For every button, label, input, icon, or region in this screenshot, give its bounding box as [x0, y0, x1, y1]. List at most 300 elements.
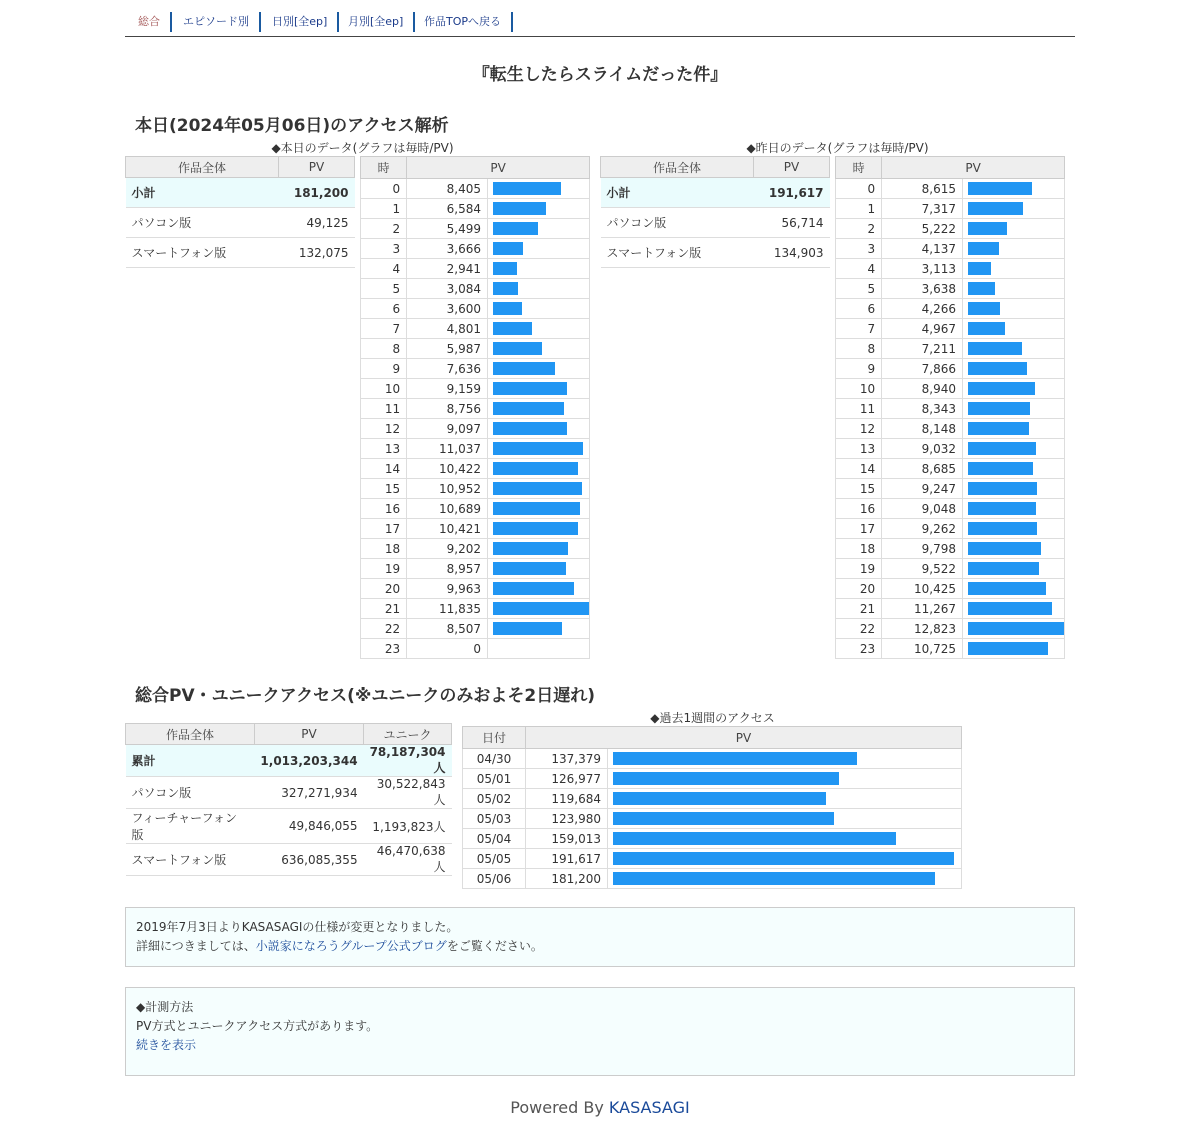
total-heading: 総合PV・ユニークアクセス(※ユニークのみおよそ2日遅れ) [135, 686, 595, 706]
bar-cell [963, 319, 1065, 339]
bar-row [361, 519, 590, 539]
notice-line-2 [136, 937, 1064, 956]
col-header-unique: ユニーク [364, 724, 452, 745]
spec-change-notice [125, 907, 1075, 967]
bar-mark [968, 642, 1048, 655]
method-title: ◆計測方法 [136, 1000, 194, 1014]
bar-row [836, 179, 1065, 199]
row-label: スマートフォン版 [126, 844, 255, 876]
bar-row [361, 599, 590, 619]
bar-value-label: 5,222 [882, 219, 963, 239]
footer [0, 1098, 1200, 1117]
bar-row [836, 279, 1065, 299]
nav-overview[interactable]: 総合 [138, 12, 172, 32]
table-row [126, 844, 452, 876]
row-unique: 78,187,304人 [364, 745, 452, 777]
bar-cell [963, 419, 1065, 439]
bar-mark [493, 462, 578, 475]
bar-row [836, 419, 1065, 439]
bar-category-label: 5 [836, 279, 882, 299]
nav-work-top[interactable]: 作品TOPへ戻る [424, 12, 513, 32]
bar-category-label: 19 [361, 559, 407, 579]
bar-cell [488, 319, 590, 339]
col-header-work: 作品全体 [601, 157, 754, 178]
bar-cell [963, 599, 1065, 619]
bar-cell [963, 459, 1065, 479]
row-pv: 181,200 [279, 178, 355, 208]
bar-row [361, 399, 590, 419]
bar-value-label: 3,600 [407, 299, 488, 319]
week-table [462, 726, 962, 889]
bar-value-label: 8,756 [407, 399, 488, 419]
bar-value-label: 0 [407, 639, 488, 659]
yesterday-summary-table [600, 156, 830, 268]
bar-cell [963, 219, 1065, 239]
bar-category-label: 2 [836, 219, 882, 239]
bar-cell [488, 459, 590, 479]
bar-category-label: 20 [361, 579, 407, 599]
bar-category-label: 20 [836, 579, 882, 599]
bar-row [361, 439, 590, 459]
bar-category-label: 7 [836, 319, 882, 339]
bar-value-label: 9,247 [882, 479, 963, 499]
table-row [601, 178, 830, 208]
bar-cell [963, 519, 1065, 539]
row-label: パソコン版 [126, 208, 279, 238]
bar-cell [963, 279, 1065, 299]
nav-episode[interactable]: エピソード別 [183, 12, 261, 32]
row-pv: 132,075 [279, 238, 355, 268]
bar-cell [963, 619, 1065, 639]
bar-category-label: 12 [361, 419, 407, 439]
bar-category-label: 05/04 [463, 829, 526, 849]
bar-mark [493, 562, 566, 575]
bar-mark [493, 502, 580, 515]
bar-value-label: 3,638 [882, 279, 963, 299]
bar-mark [493, 262, 517, 275]
bar-mark [968, 422, 1029, 435]
row-pv: 327,271,934 [254, 777, 363, 809]
bar-mark [493, 422, 567, 435]
row-label: パソコン版 [601, 208, 754, 238]
bar-category-label: 05/02 [463, 789, 526, 809]
bar-category-label: 13 [361, 439, 407, 459]
bar-category-label: 11 [836, 399, 882, 419]
bar-value-label: 3,113 [882, 259, 963, 279]
bar-value-label: 123,980 [526, 809, 608, 829]
bar-row [361, 359, 590, 379]
row-pv: 49,846,055 [254, 809, 363, 844]
bar-mark [968, 562, 1039, 575]
bar-value-label: 181,200 [526, 869, 608, 889]
bar-mark [968, 622, 1064, 635]
row-pv: 134,903 [754, 238, 830, 268]
bar-cell [608, 849, 962, 869]
bar-category-label: 6 [836, 299, 882, 319]
table-row [126, 238, 355, 268]
bar-cell [488, 259, 590, 279]
bar-mark [968, 322, 1005, 335]
bar-cell [488, 279, 590, 299]
bar-value-label: 11,037 [407, 439, 488, 459]
notice-text: 詳細につきましては、 [136, 939, 256, 953]
bar-mark [968, 402, 1030, 415]
bar-row [836, 379, 1065, 399]
bar-row [836, 239, 1065, 259]
bar-value-label: 4,801 [407, 319, 488, 339]
bar-value-label: 8,615 [882, 179, 963, 199]
col-header-pv: PV [254, 724, 363, 745]
bar-cell [963, 299, 1065, 319]
bar-category-label: 17 [836, 519, 882, 539]
col-header-hour: 時 [836, 157, 882, 179]
bar-category-label: 15 [836, 479, 882, 499]
bar-row [361, 379, 590, 399]
bar-category-label: 0 [836, 179, 882, 199]
bar-cell [963, 539, 1065, 559]
table-row [126, 745, 452, 777]
nav-daily[interactable]: 日別[全ep] [272, 12, 339, 32]
table-row [601, 238, 830, 268]
bar-cell [488, 299, 590, 319]
bar-row [361, 199, 590, 219]
bar-value-label: 8,405 [407, 179, 488, 199]
bar-row [836, 459, 1065, 479]
bar-row [463, 769, 962, 789]
bar-value-label: 7,317 [882, 199, 963, 219]
bar-value-label: 6,584 [407, 199, 488, 219]
bar-value-label: 3,084 [407, 279, 488, 299]
row-unique: 1,193,823人 [364, 809, 452, 844]
bar-category-label: 4 [836, 259, 882, 279]
bar-cell [488, 639, 590, 659]
bar-value-label: 12,823 [882, 619, 963, 639]
bar-category-label: 12 [836, 419, 882, 439]
bar-row [361, 539, 590, 559]
table-row [601, 208, 830, 238]
bar-mark [493, 342, 542, 355]
bar-value-label: 9,522 [882, 559, 963, 579]
bar-row [361, 559, 590, 579]
bar-category-label: 14 [836, 459, 882, 479]
bar-value-label: 9,262 [882, 519, 963, 539]
bar-row [463, 749, 962, 769]
bar-row [836, 619, 1065, 639]
bar-value-label: 9,202 [407, 539, 488, 559]
bar-category-label: 1 [836, 199, 882, 219]
bar-mark [968, 382, 1035, 395]
bar-category-label: 3 [361, 239, 407, 259]
footer-text: Powered By [510, 1098, 609, 1117]
bar-category-label: 19 [836, 559, 882, 579]
bar-mark [493, 322, 532, 335]
bar-mark [968, 302, 1000, 315]
bar-cell [963, 439, 1065, 459]
bar-row [463, 809, 962, 829]
bar-category-label: 05/06 [463, 869, 526, 889]
bar-cell [488, 519, 590, 539]
bar-mark [968, 342, 1022, 355]
bar-value-label: 4,967 [882, 319, 963, 339]
page-title: 『転生したらスライムだった件』 [472, 65, 728, 85]
bar-category-label: 3 [836, 239, 882, 259]
bar-mark [613, 852, 954, 865]
bar-row [361, 299, 590, 319]
bar-row [361, 339, 590, 359]
bar-mark [968, 222, 1007, 235]
bar-cell [963, 259, 1065, 279]
bar-value-label: 10,689 [407, 499, 488, 519]
bar-cell [488, 539, 590, 559]
bar-row [361, 619, 590, 639]
bar-mark [493, 362, 555, 375]
bar-cell [608, 809, 962, 829]
bar-cell [488, 379, 590, 399]
bar-value-label: 4,266 [882, 299, 963, 319]
bar-value-label: 5,499 [407, 219, 488, 239]
bar-mark [493, 402, 564, 415]
bar-row [836, 339, 1065, 359]
table-row [126, 809, 452, 844]
bar-value-label: 5,987 [407, 339, 488, 359]
bar-cell [963, 179, 1065, 199]
bar-mark [968, 202, 1023, 215]
bar-category-label: 23 [836, 639, 882, 659]
bar-mark [613, 752, 857, 765]
row-pv: 191,617 [754, 178, 830, 208]
bar-row [836, 479, 1065, 499]
bar-value-label: 9,032 [882, 439, 963, 459]
bar-cell [608, 769, 962, 789]
bar-cell [608, 869, 962, 889]
bar-mark [493, 382, 567, 395]
bar-row [361, 179, 590, 199]
bar-mark [613, 812, 834, 825]
bar-mark [968, 522, 1037, 535]
bar-value-label: 7,211 [882, 339, 963, 359]
bar-category-label: 22 [361, 619, 407, 639]
bar-value-label: 4,137 [882, 239, 963, 259]
bar-row [361, 259, 590, 279]
bar-row [836, 439, 1065, 459]
bar-cell [488, 419, 590, 439]
row-pv: 636,085,355 [254, 844, 363, 876]
bar-mark [968, 482, 1037, 495]
bar-mark [613, 792, 826, 805]
bar-row [836, 599, 1065, 619]
bar-category-label: 1 [361, 199, 407, 219]
bar-value-label: 8,343 [882, 399, 963, 419]
bar-category-label: 5 [361, 279, 407, 299]
bar-category-label: 13 [836, 439, 882, 459]
bar-cell [488, 499, 590, 519]
bar-value-label: 8,940 [882, 379, 963, 399]
row-label: スマートフォン版 [126, 238, 279, 268]
bar-cell [488, 559, 590, 579]
notice-text: をご覧ください。 [446, 939, 543, 953]
bar-mark [968, 462, 1033, 475]
bar-category-label: 9 [361, 359, 407, 379]
bar-row [361, 319, 590, 339]
bar-value-label: 8,957 [407, 559, 488, 579]
bar-category-label: 7 [361, 319, 407, 339]
measurement-method-box [125, 987, 1075, 1076]
bar-cell [488, 339, 590, 359]
bar-category-label: 22 [836, 619, 882, 639]
bar-cell [488, 579, 590, 599]
bar-mark [968, 282, 995, 295]
col-header-hour: 時 [361, 157, 407, 179]
bar-mark [968, 582, 1046, 595]
table-row [126, 208, 355, 238]
row-pv: 1,013,203,344 [254, 745, 363, 777]
bar-mark [613, 772, 839, 785]
bar-mark [968, 362, 1027, 375]
col-header-pv: PV [407, 157, 590, 179]
bar-value-label: 10,422 [407, 459, 488, 479]
bar-mark [493, 482, 582, 495]
bar-category-label: 17 [361, 519, 407, 539]
bar-cell [488, 179, 590, 199]
bar-mark [493, 242, 523, 255]
row-label: 小計 [126, 178, 279, 208]
bar-row [361, 459, 590, 479]
bar-cell [963, 479, 1065, 499]
bar-mark [968, 262, 991, 275]
bar-mark [493, 282, 518, 295]
bar-mark [968, 542, 1041, 555]
bar-cell [488, 479, 590, 499]
bar-mark [968, 442, 1036, 455]
bar-cell [488, 599, 590, 619]
bar-row [463, 789, 962, 809]
bar-cell [488, 199, 590, 219]
week-caption: ◆過去1週間のアクセス [650, 711, 775, 725]
bar-category-label: 21 [361, 599, 407, 619]
bar-value-label: 10,425 [882, 579, 963, 599]
row-label: フィーチャーフォン版 [126, 809, 255, 844]
bar-category-label: 05/05 [463, 849, 526, 869]
col-header-work: 作品全体 [126, 724, 255, 745]
bar-value-label: 8,685 [882, 459, 963, 479]
bar-value-label: 2,941 [407, 259, 488, 279]
bar-row [361, 639, 590, 659]
bar-cell [963, 499, 1065, 519]
top-nav [125, 10, 1075, 37]
today-summary-table [125, 156, 355, 268]
bar-category-label: 4 [361, 259, 407, 279]
bar-cell [963, 559, 1065, 579]
bar-value-label: 7,866 [882, 359, 963, 379]
bar-category-label: 11 [361, 399, 407, 419]
col-header-pv: PV [882, 157, 1065, 179]
bar-row [463, 849, 962, 869]
total-summary-table [125, 723, 452, 876]
bar-value-label: 11,835 [407, 599, 488, 619]
bar-category-label: 18 [836, 539, 882, 559]
col-header-pv: PV [279, 157, 355, 178]
bar-row [361, 279, 590, 299]
bar-row [836, 579, 1065, 599]
bar-value-label: 7,636 [407, 359, 488, 379]
bar-value-label: 8,507 [407, 619, 488, 639]
show-more-link[interactable]: 続きを表示 [136, 1038, 197, 1052]
row-unique: 46,470,638人 [364, 844, 452, 876]
bar-mark [493, 222, 538, 235]
row-label: 累計 [126, 745, 255, 777]
bar-mark [493, 182, 561, 195]
bar-category-label: 21 [836, 599, 882, 619]
bar-cell [488, 439, 590, 459]
bar-category-label: 14 [361, 459, 407, 479]
bar-row [361, 479, 590, 499]
bar-cell [488, 399, 590, 419]
bar-row [836, 559, 1065, 579]
official-blog-link[interactable]: 小説家になろうグループ公式ブログ [255, 939, 447, 953]
bar-row [836, 499, 1065, 519]
bar-mark [613, 872, 935, 885]
bar-mark [493, 302, 522, 315]
col-header-date: 日付 [463, 727, 526, 749]
table-row [126, 777, 452, 809]
bar-category-label: 04/30 [463, 749, 526, 769]
bar-category-label: 6 [361, 299, 407, 319]
bar-cell [963, 399, 1065, 419]
bar-value-label: 126,977 [526, 769, 608, 789]
bar-category-label: 9 [836, 359, 882, 379]
bar-mark [493, 582, 574, 595]
bar-value-label: 137,379 [526, 749, 608, 769]
bar-value-label: 10,952 [407, 479, 488, 499]
bar-cell [963, 639, 1065, 659]
kasasagi-link[interactable]: KASASAGI [608, 1098, 690, 1117]
bar-category-label: 8 [836, 339, 882, 359]
col-header-work: 作品全体 [126, 157, 279, 178]
bar-value-label: 159,013 [526, 829, 608, 849]
bar-cell [608, 829, 962, 849]
bar-value-label: 9,048 [882, 499, 963, 519]
bar-row [836, 359, 1065, 379]
bar-value-label: 9,097 [407, 419, 488, 439]
notice-line-1: 2019年7月3日よりKASASAGIの仕様が変更となりました。 [136, 920, 459, 934]
nav-monthly[interactable]: 月別[全ep] [348, 12, 415, 32]
bar-mark [493, 442, 583, 455]
bar-row [361, 419, 590, 439]
bar-cell [963, 579, 1065, 599]
row-label: 小計 [601, 178, 754, 208]
bar-category-label: 05/03 [463, 809, 526, 829]
bar-value-label: 191,617 [526, 849, 608, 869]
bar-value-label: 10,421 [407, 519, 488, 539]
bar-row [836, 319, 1065, 339]
method-body: PV方式とユニークアクセス方式があります。 [136, 1019, 379, 1033]
bar-value-label: 9,963 [407, 579, 488, 599]
col-header-pv: PV [754, 157, 830, 178]
bar-cell [608, 789, 962, 809]
yesterday-caption: ◆昨日のデータ(グラフは毎時/PV) [746, 141, 929, 155]
bar-category-label: 15 [361, 479, 407, 499]
today-hourly-table [360, 156, 590, 659]
bar-mark [968, 242, 999, 255]
bar-category-label: 23 [361, 639, 407, 659]
bar-category-label: 05/01 [463, 769, 526, 789]
bar-row [361, 499, 590, 519]
bar-cell [963, 339, 1065, 359]
bar-row [836, 299, 1065, 319]
bar-category-label: 10 [836, 379, 882, 399]
bar-category-label: 2 [361, 219, 407, 239]
bar-cell [963, 379, 1065, 399]
